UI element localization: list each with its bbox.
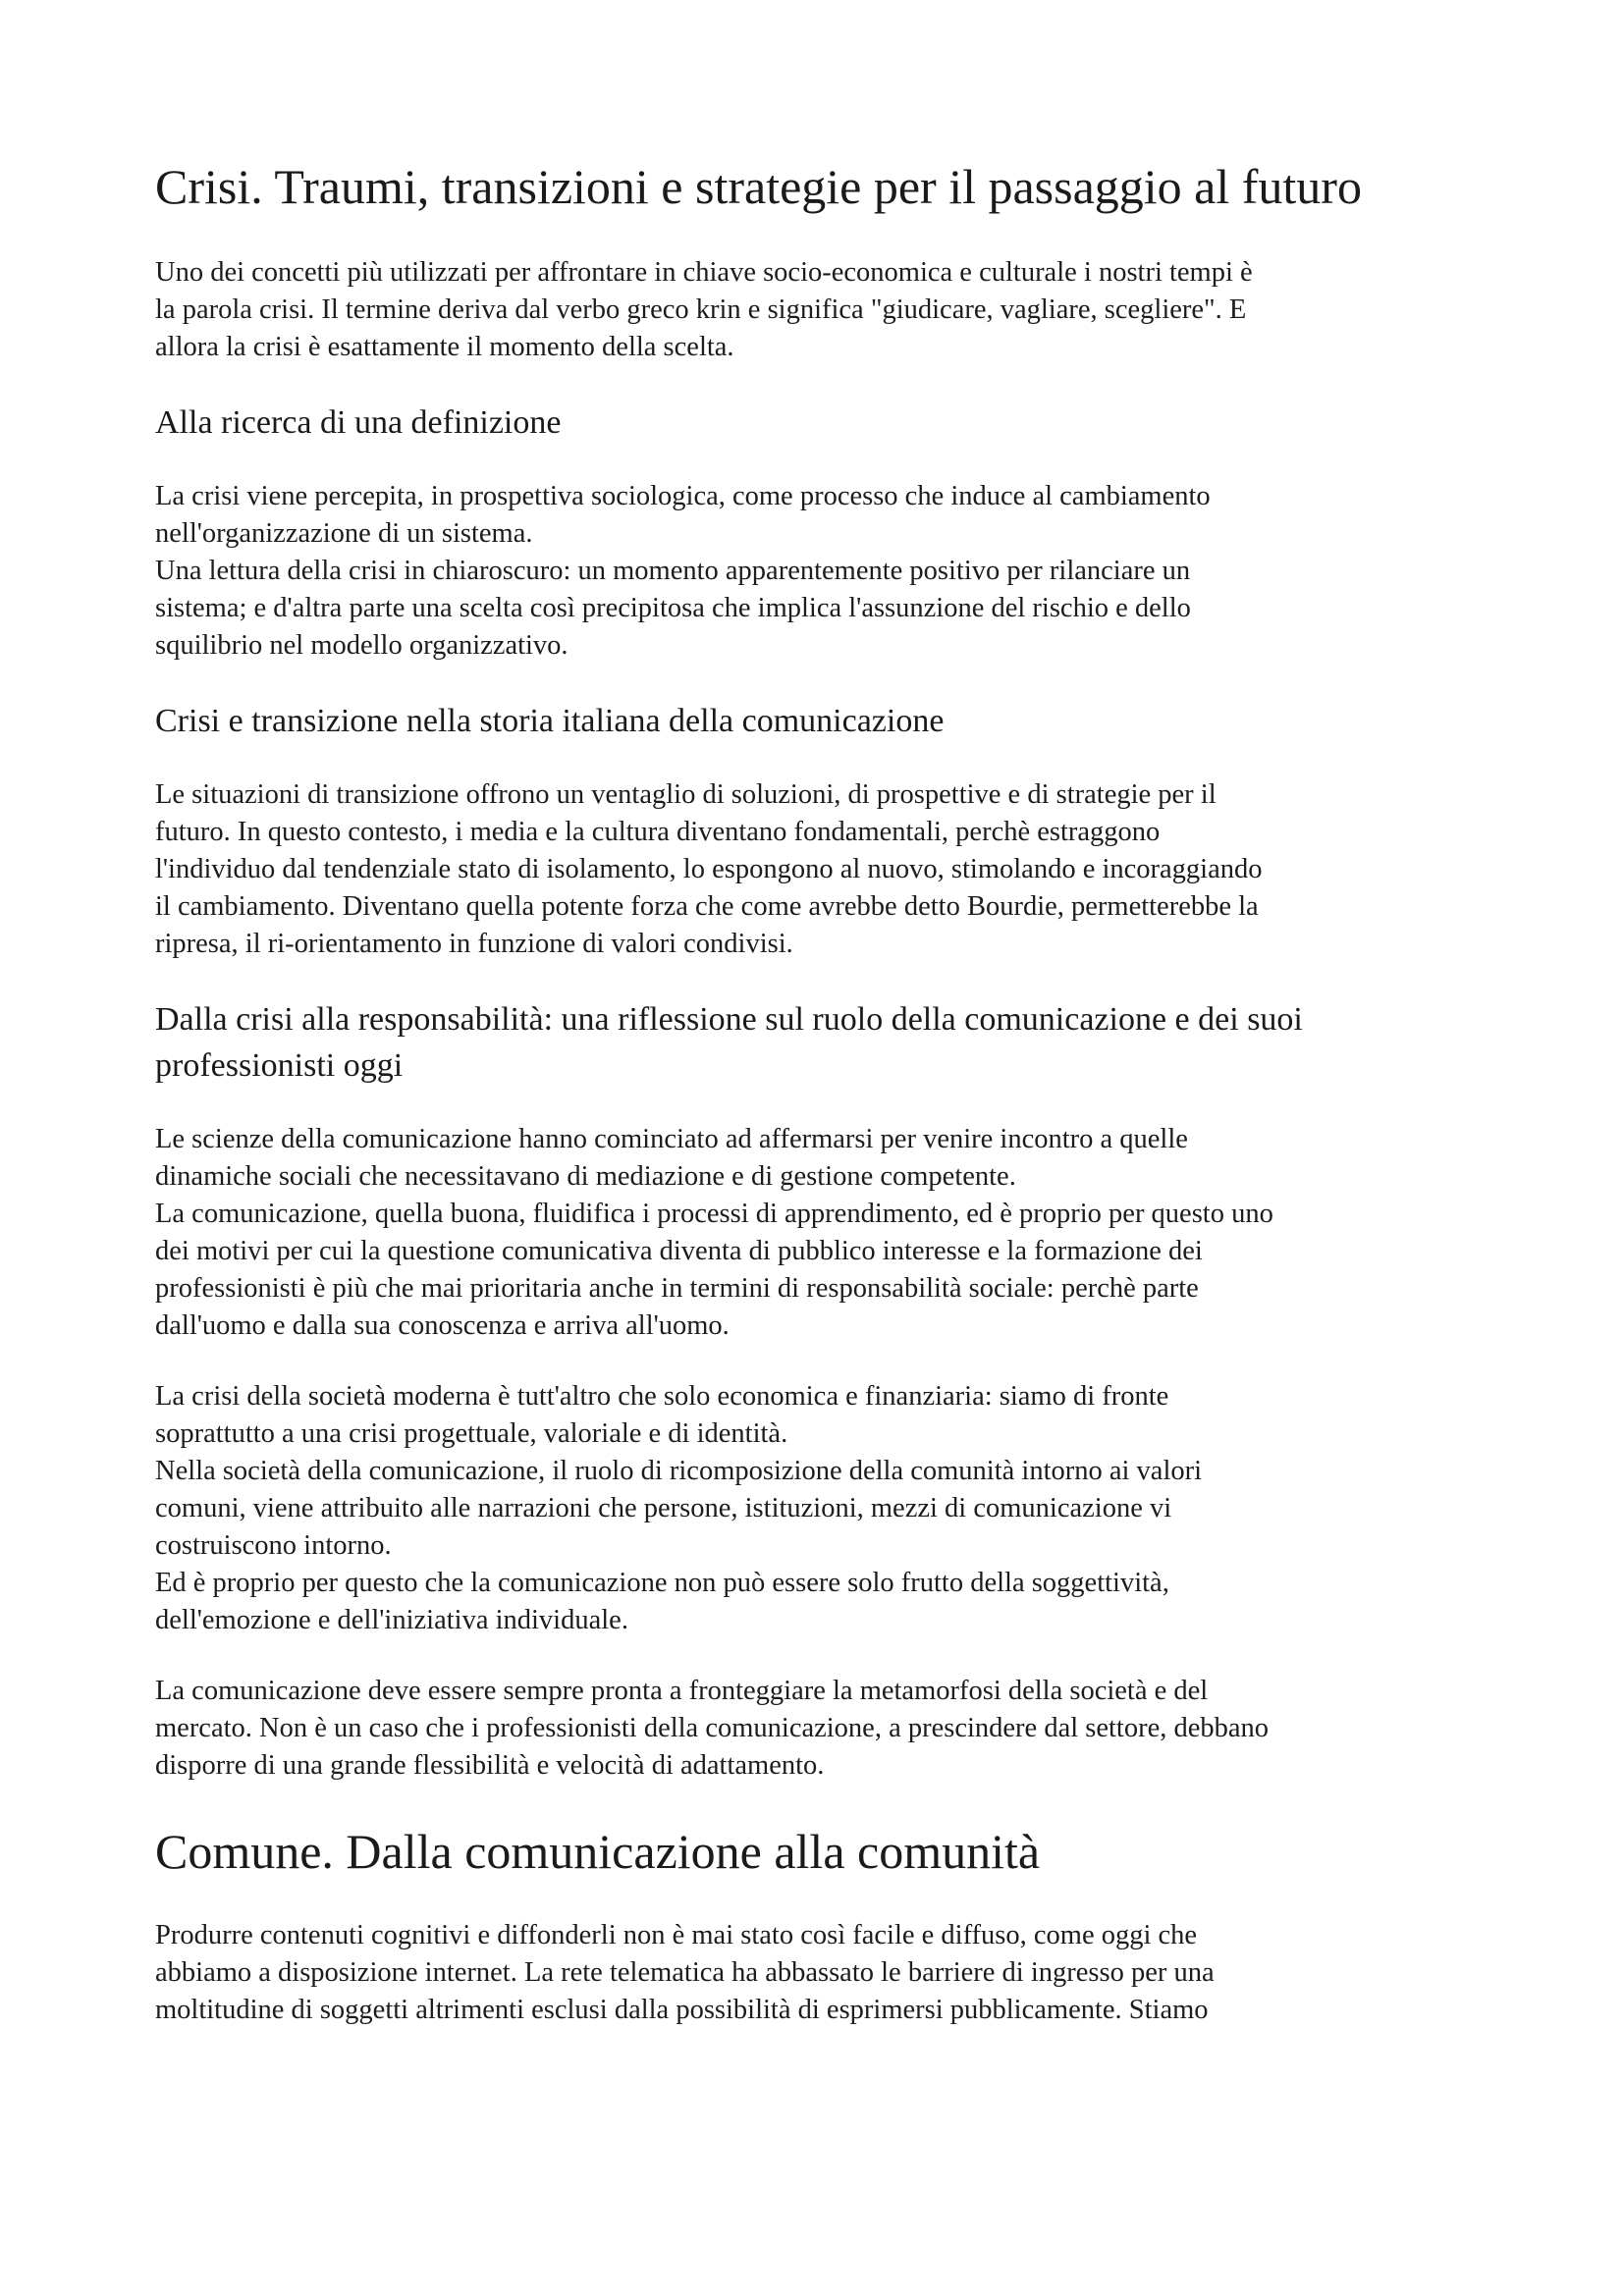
responsabilita-paragraph-2 (155, 1378, 1490, 1639)
text-line: Ed è proprio per questo che la comunicazione non può essere solo frutto della soggettività, (155, 1568, 1169, 1598)
text-line: futuro. In questo contesto, i media e la cultura diventano fondamentali, perchè estraggono (155, 817, 1161, 847)
text-line: Uno dei concetti più utilizzati per affrontare in chiave socio-economica e culturale i nostri tempi è (155, 257, 1253, 288)
text-line: allora la crisi è esattamente il momento della scelta. (155, 332, 734, 362)
text-line: mercato. Non è un caso che i professionisti della comunicazione, a prescindere dal settore, debbano (155, 1713, 1270, 1743)
text-line: abbiamo a disposizione internet. La rete telematica ha abbassato le barriere di ingresso per una (155, 1957, 1215, 1988)
text-line: ripresa, il ri-orientamento in funzione di valori condivisi. (155, 929, 793, 959)
page-title: Crisi. Traumi, transizioni e strategie per il passaggio al futuro (155, 159, 1362, 214)
section-title-comune: Comune. Dalla comunicazione alla comunità (155, 1824, 1041, 1879)
text-line: comuni, viene attribuito alle narrazioni che persone, istituzioni, mezzi di comunicazione vi (155, 1493, 1172, 1523)
text-line: La comunicazione, quella buona, fluidifica i processi di apprendimento, ed è proprio per questo uno (155, 1199, 1273, 1229)
text-line: disporre di una grande flessibilità e velocità di adattamento. (155, 1750, 825, 1781)
text-line: La comunicazione deve essere sempre pronta a fronteggiare la metamorfosi della società e del (155, 1676, 1209, 1706)
text-line: il cambiamento. Diventano quella potente forza che come avrebbe detto Bourdie, permetterebbe la (155, 891, 1259, 922)
text-line: moltitudine di soggetti altrimenti esclusi dalla possibilità di esprimersi pubblicamente. Stiamo (155, 1995, 1209, 2025)
text-line: sistema; e d'altra parte una scelta così precipitosa che implica l'assunzione del rischio e dello (155, 593, 1191, 623)
text-line: l'individuo dal tendenziale stato di isolamento, lo espongono al nuovo, stimolando e incoraggiando (155, 854, 1263, 884)
text-line: squilibrio nel modello organizzativo. (155, 630, 568, 661)
transizione-paragraph (155, 776, 1490, 963)
text-line: dall'uomo e dalla sua conoscenza e arriva all'uomo. (155, 1310, 730, 1341)
text-line: soprattutto a una crisi progettuale, valoriale e di identità. (155, 1418, 788, 1449)
text-line: Le situazioni di transizione offrono un ventaglio di soluzioni, di prospettive e di strategie per il (155, 779, 1217, 810)
section-heading-transizione: Crisi e transizione nella storia italiana della comunicazione (155, 703, 945, 739)
text-line: professionisti è più che mai prioritaria anche in termini di responsabilità sociale: perchè parte (155, 1273, 1199, 1304)
text-line: dinamiche sociali che necessitavano di mediazione e di gestione competente. (155, 1161, 1016, 1192)
text-line: nell'organizzazione di un sistema. (155, 518, 533, 549)
comune-paragraph (155, 1917, 1490, 2029)
section-heading-responsabilita (155, 996, 1490, 1089)
text-line: dei motivi per cui la questione comunicativa diventa di pubblico interesse e la formazione dei (155, 1236, 1203, 1266)
definizione-paragraph (155, 478, 1490, 665)
heading-line: professionisti oggi (155, 1047, 404, 1084)
intro-paragraph (155, 254, 1490, 366)
text-line: Produrre contenuti cognitivi e diffonderli non è mai stato così facile e diffuso, come oggi che (155, 1920, 1198, 1950)
text-line: dell'emozione e dell'iniziativa individuale. (155, 1605, 628, 1635)
text-line: Nella società della comunicazione, il ruolo di ricomposizione della comunità intorno ai valori (155, 1456, 1203, 1486)
text-line: costruiscono intorno. (155, 1530, 392, 1561)
text-line: Le scienze della comunicazione hanno cominciato ad affermarsi per venire incontro a quelle (155, 1124, 1188, 1154)
document-page (155, 157, 1490, 2062)
text-line: La crisi viene percepita, in prospettiva sociologica, come processo che induce al cambiamento (155, 481, 1211, 511)
responsabilita-paragraph-3 (155, 1673, 1490, 1785)
text-line: La crisi della società moderna è tutt'altro che solo economica e finanziaria: siamo di fronte (155, 1381, 1169, 1412)
heading-line: Dalla crisi alla responsabilità: una riflessione sul ruolo della comunicazione e dei suoi (155, 1001, 1303, 1038)
responsabilita-paragraph-1 (155, 1121, 1490, 1345)
text-line: Una lettura della crisi in chiaroscuro: un momento apparentemente positivo per rilanciare un (155, 556, 1191, 586)
section-heading-definizione: Alla ricerca di una definizione (155, 404, 562, 441)
text-line: la parola crisi. Il termine deriva dal verbo greco krin e significa "giudicare, vagliare, scegliere". E (155, 294, 1247, 325)
